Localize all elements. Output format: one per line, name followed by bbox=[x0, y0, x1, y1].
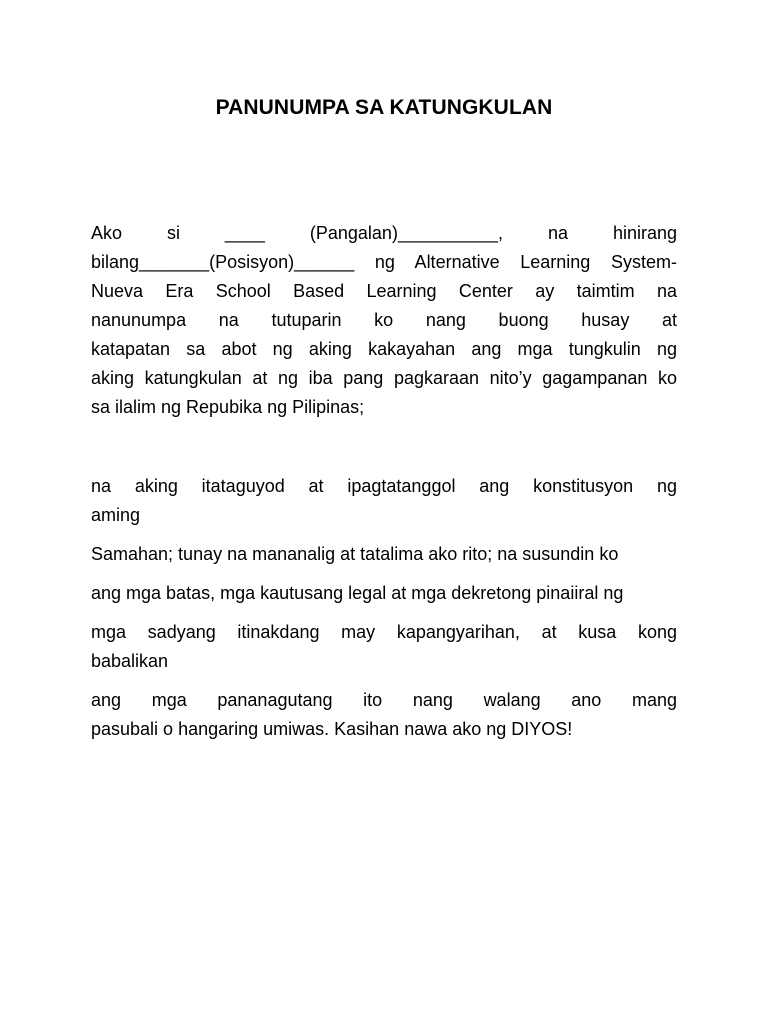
paragraph-line: ang mga pananagutang ito nang walang ano mang bbox=[91, 690, 677, 710]
oath-paragraph-4 bbox=[91, 579, 677, 608]
paragraph-line: ang mga batas, mga kautusang legal at mga dekretong pinaiiral ng bbox=[91, 583, 624, 603]
paragraph-line: aking katungkulan at ng iba pang pagkaraan nito’y gagampanan ko bbox=[91, 368, 677, 388]
document-title: PANUNUMPA SA KATUNGKULAN bbox=[215, 96, 553, 119]
paragraph-line: Ako si ____ (Pangalan)__________, na hinirang bbox=[91, 223, 677, 243]
paragraph-line: babalikan bbox=[91, 651, 169, 671]
paragraph-line: Samahan; tunay na mananalig at tatalima ako rito; na susundin ko bbox=[91, 544, 619, 564]
paragraph-line: pasubali o hangaring umiwas. Kasihan nawa ako ng DIYOS! bbox=[91, 719, 573, 739]
oath-paragraph-6 bbox=[91, 686, 677, 744]
paragraph-line: katapatan sa abot ng aking kakayahan ang mga tungkulin ng bbox=[91, 339, 677, 359]
oath-paragraph-2 bbox=[91, 472, 677, 530]
oath-paragraph-3 bbox=[91, 540, 677, 569]
oath-paragraph-5 bbox=[91, 618, 677, 676]
paragraph-line: na aking itataguyod at ipagtatanggol ang konstitusyon ng bbox=[91, 476, 677, 496]
paragraph-line: bilang_______(Posisyon)______ ng Alternative Learning System- bbox=[91, 252, 677, 272]
oath-paragraph-1 bbox=[91, 219, 677, 422]
paragraph-line: mga sadyang itinakdang may kapangyarihan, at kusa kong bbox=[91, 622, 677, 642]
paragraph-line: Nueva Era School Based Learning Center ay taimtim na bbox=[91, 281, 677, 301]
paragraph-line: sa ilalim ng Repubika ng Pilipinas; bbox=[91, 397, 365, 417]
paragraph-line: aming bbox=[91, 505, 141, 525]
paragraph-line: nanunumpa na tutuparin ko nang buong husay at bbox=[91, 310, 677, 330]
